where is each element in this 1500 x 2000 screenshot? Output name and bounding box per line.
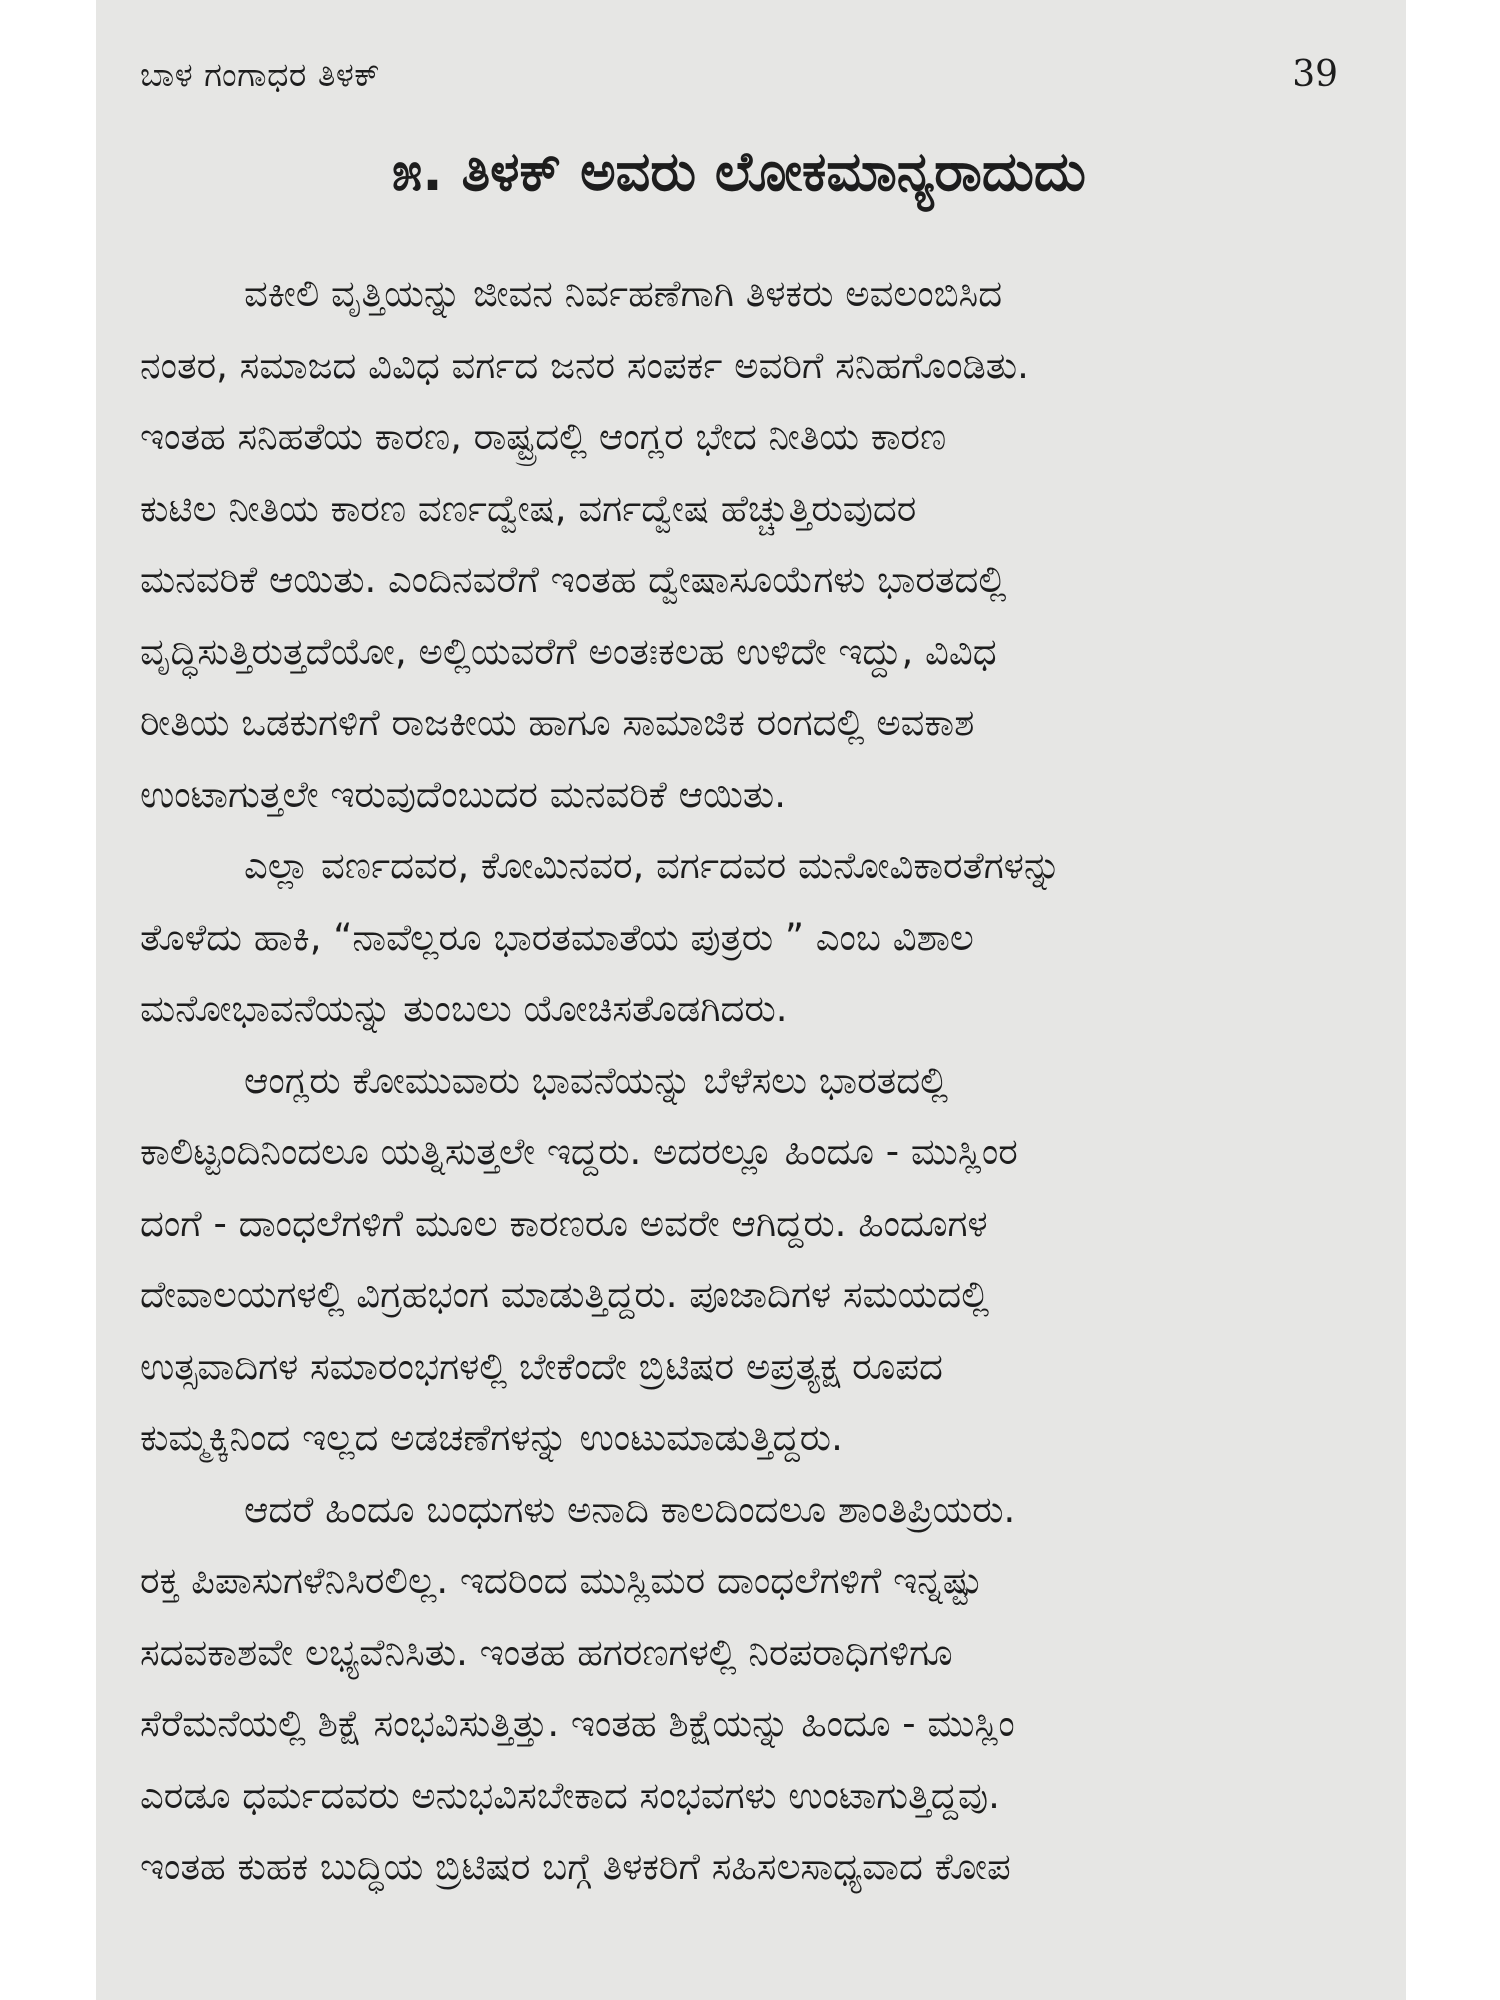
paragraph — [140, 1045, 1338, 1474]
text-line: ಉಂಟಾಗುತ್ತಲೇ ಇರುವುದೆಂಬುದರ ಮನವರಿಕೆ ಆಯಿತು. — [140, 772, 786, 816]
text-line: ರೀತಿಯ ಒಡಕುಗಳಿಗೆ ರಾಜಕೀಯ ಹಾಗೂ ಸಾಮಾಜಿಕ ರಂಗದಲ್ಲಿ ಅವಕಾಶ — [140, 701, 975, 744]
text-line: ಕಾಲಿಟ್ಟಂದಿನಿಂದಲೂ ಯತ್ನಿಸುತ್ತಲೇ ಇದ್ದರು. ಅದರಲ್ಲೂ ಹಿಂದೂ - ಮುಸ್ಲಿಂರ — [140, 1130, 1018, 1173]
text-line: ದೇವಾಲಯಗಳಲ್ಲಿ ವಿಗ್ರಹಭಂಗ ಮಾಡುತ್ತಿದ್ದರು. ಪೂಜಾದಿಗಳ ಸಮಯದಲ್ಲಿ — [140, 1273, 990, 1316]
text-line: ವಕೀಲಿ ವೃತ್ತಿಯನ್ನು ಜೀವನ ನಿರ್ವಹಣೆಗಾಗಿ ತಿಳಕರು ಅವಲಂಬಿಸಿದ — [244, 272, 1003, 315]
paragraph — [140, 830, 1338, 1045]
text-line: ಇಂತಹ ಕುಹಕ ಬುದ್ಧಿಯ ಬ್ರಿಟಿಷರ ಬಗ್ಗೆ ತಿಳಕರಿಗೆ ಸಹಿಸಲಸಾಧ್ಯವಾದ ಕೋಪ — [140, 1845, 1011, 1888]
text-line: ಮನವರಿಕೆ ಆಯಿತು. ಎಂದಿನವರೆಗೆ ಇಂತಹ ದ್ವೇಷಾಸೂಯೆಗಳು ಭಾರತದಲ್ಲಿ — [140, 558, 1007, 601]
text-line: ಉತ್ಸವಾದಿಗಳ ಸಮಾರಂಭಗಳಲ್ಲಿ ಬೇಕೆಂದೇ ಬ್ರಿಟಿಷರ ಅಪ್ರತ್ಯಕ್ಷ ರೂಪದ — [140, 1344, 943, 1388]
text-line: ಇಂತಹ ಸನಿಹತೆಯ ಕಾರಣ, ರಾಷ್ಟ್ರದಲ್ಲಿ ಆಂಗ್ಲರ ಭೇದ ನೀತಿಯ ಕಾರಣ — [140, 415, 947, 458]
text-line: ಕುಟಿಲ ನೀತಿಯ ಕಾರಣ ವರ್ಣದ್ವೇಷ, ವರ್ಗದ್ವೇಷ ಹೆಚ್ಚುತ್ತಿರುವುದರ — [140, 486, 917, 530]
text-line: ರಕ್ತ ಪಿಪಾಸುಗಳೆನಿಸಿರಲಿಲ್ಲ. ಇದರಿಂದ ಮುಸ್ಲಿಮರ ದಾಂಧಲೆಗಳಿಗೆ ಇನ್ನಷ್ಟು — [140, 1559, 983, 1602]
text-line: ವೃದ್ಧಿಸುತ್ತಿರುತ್ತದೆಯೋ, ಅಲ್ಲಿಯವರೆಗೆ ಅಂತಃಕಲಹ ಉಳಿದೇ ಇದ್ದು, ವಿವಿಧ — [140, 629, 997, 673]
text-line: ಎರಡೂ ಧರ್ಮದವರು ಅನುಭವಿಸಬೇಕಾದ ಸಂಭವಗಳು ಉಂಟಾಗುತ್ತಿದ್ದವು. — [140, 1773, 1000, 1817]
text-line: ದಂಗೆ - ದಾಂಧಲೆಗಳಿಗೆ ಮೂಲ ಕಾರಣರೂ ಅವರೇ ಆಗಿದ್ದರು. ಹಿಂದೂಗಳ — [140, 1201, 988, 1245]
running-header — [140, 50, 1338, 100]
page-number: 39 — [1292, 54, 1338, 95]
text-line: ನಂತರ, ಸಮಾಜದ ವಿವಿಧ ವರ್ಗದ ಜನರ ಸಂಪರ್ಕ ಅವರಿಗೆ ಸನಿಹಗೊಂಡಿತು. — [140, 343, 1029, 387]
chapter-title: ೫. ತಿಳಕ್ ಅವರು ಲೋಕಮಾನ್ಯರಾದುದು — [392, 140, 1086, 203]
paragraph — [140, 1474, 1338, 1903]
text-line: ಆಂಗ್ಲರು ಕೋಮುವಾರು ಭಾವನೆಯನ್ನು ಬೆಳೆಸಲು ಭಾರತದಲ್ಲಿ — [244, 1058, 949, 1102]
text-line: ಸೆರೆಮನೆಯಲ್ಲಿ ಶಿಕ್ಷೆ ಸಂಭವಿಸುತ್ತಿತ್ತು. ಇಂತಹ ಶಿಕ್ಷೆಯನ್ನು ಹಿಂದೂ - ಮುಸ್ಲಿಂ — [140, 1702, 1015, 1745]
text-line: ತೊಳೆದು ಹಾಕಿ, “ನಾವೆಲ್ಲರೂ ಭಾರತಮಾತೆಯ ಪುತ್ರರು ” ಎಂಬ ವಿಶಾಲ — [140, 915, 974, 959]
body-text — [140, 258, 1338, 1903]
running-title: ಬಾಳ ಗಂಗಾಧರ ತಿಳಕ್ — [140, 55, 381, 94]
text-line: ಎಲ್ಲಾ ವರ್ಣದವರ, ಕೋಮಿನವರ, ವರ್ಗದವರ ಮನೋವಿಕಾರತೆಗಳನ್ನು — [244, 844, 1062, 887]
text-line: ಆದರೆ ಹಿಂದೂ ಬಂಧುಗಳು ಅನಾದಿ ಕಾಲದಿಂದಲೂ ಶಾಂತಿಪ್ರಿಯರು. — [244, 1487, 1016, 1531]
book-page — [96, 0, 1406, 2000]
text-line: ಮನೋಭಾವನೆಯನ್ನು ತುಂಬಲು ಯೋಚಿಸತೊಡಗಿದರು. — [140, 987, 788, 1030]
text-line: ಕುಮ್ಮಕ್ಕಿನಿಂದ ಇಲ್ಲದ ಅಡಚಣೆಗಳನ್ನು ಉಂಟುಮಾಡುತ್ತಿದ್ದರು. — [140, 1416, 843, 1459]
paragraph — [140, 258, 1338, 830]
text-line: ಸದವಕಾಶವೇ ಲಭ್ಯವೆನಿಸಿತು. ಇಂತಹ ಹಗರಣಗಳಲ್ಲಿ ನಿರಪರಾಧಿಗಳಿಗೂ — [140, 1630, 953, 1674]
